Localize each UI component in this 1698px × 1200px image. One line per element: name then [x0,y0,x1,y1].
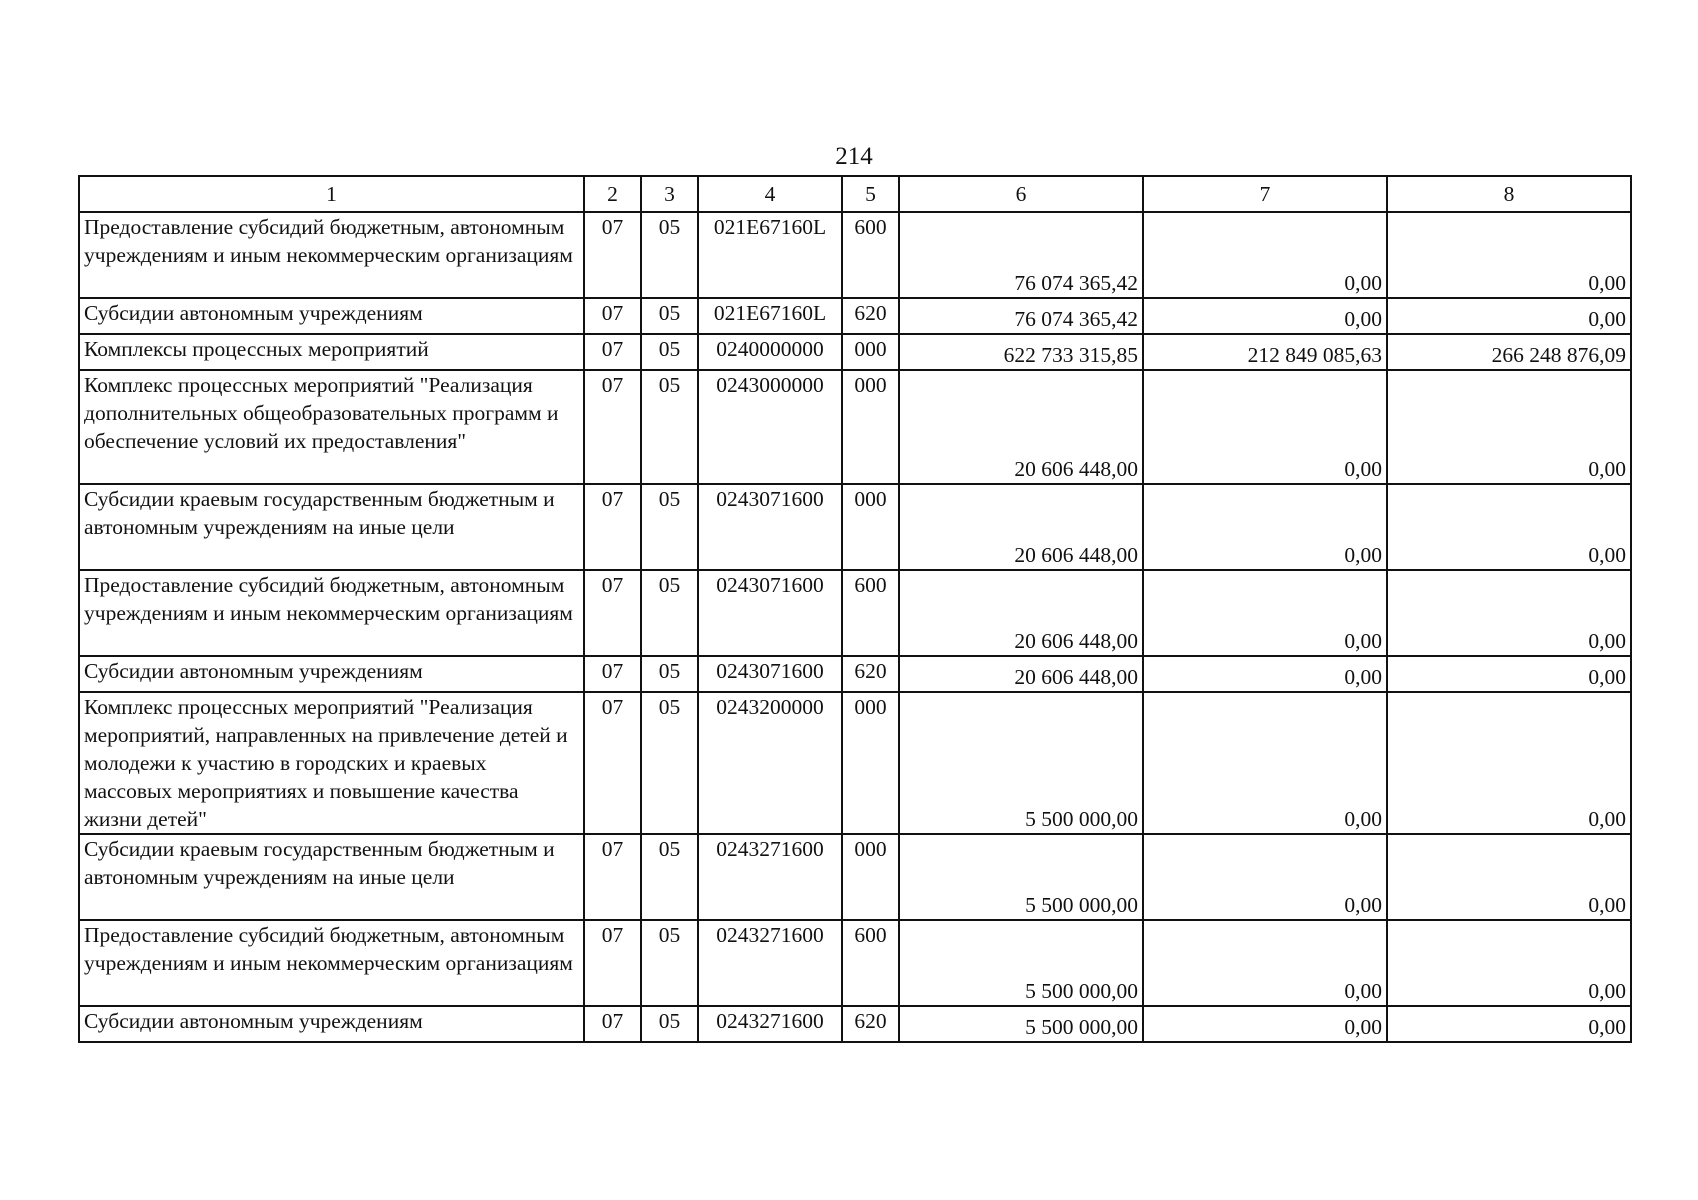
table-row [79,570,1631,656]
amount-col-6: 76 074 365,42 [899,298,1143,334]
expense-type-code: 620 [842,656,899,692]
section-code: 07 [584,298,641,334]
target-article-code: 0243071600 [698,484,842,570]
amount-col-8: 0,00 [1387,484,1631,570]
row-name: Предоставление субсидий бюджетным, автономным учреждениям и иным некоммерческим организациям [79,570,584,656]
amount-col-7: 0,00 [1143,484,1387,570]
amount-col-7: 0,00 [1143,834,1387,920]
row-name: Субсидии краевым государственным бюджетным и автономным учреждениям на иные цели [79,484,584,570]
amount-col-6: 5 500 000,00 [899,692,1143,834]
amount-col-7: 0,00 [1143,656,1387,692]
subsection-code: 05 [641,920,698,1006]
amount-col-8: 0,00 [1387,570,1631,656]
amount-col-6: 20 606 448,00 [899,370,1143,484]
table-row [79,298,1631,334]
amount-col-6: 20 606 448,00 [899,570,1143,656]
row-name: Комплекс процессных мероприятий "Реализация мероприятий, направленных на привлечение детей и молодежи к участию в городских и краевых массовых мероприятиях и повышение качества жизни детей" [79,692,584,834]
amount-col-7: 0,00 [1143,370,1387,484]
amount-col-6: 76 074 365,42 [899,212,1143,298]
amount-col-6: 20 606 448,00 [899,656,1143,692]
row-name: Субсидии автономным учреждениям [79,656,584,692]
target-article-code: 0243271600 [698,1006,842,1042]
amount-col-7: 0,00 [1143,692,1387,834]
amount-col-8: 0,00 [1387,692,1631,834]
amount-col-6: 5 500 000,00 [899,834,1143,920]
section-code: 07 [584,692,641,834]
column-header-5: 5 [842,176,899,212]
section-code: 07 [584,484,641,570]
column-header-7: 7 [1143,176,1387,212]
section-code: 07 [584,570,641,656]
expense-type-code: 000 [842,484,899,570]
amount-col-7: 0,00 [1143,212,1387,298]
target-article-code: 0243071600 [698,570,842,656]
section-code: 07 [584,370,641,484]
subsection-code: 05 [641,370,698,484]
amount-col-6: 20 606 448,00 [899,484,1143,570]
section-code: 07 [584,920,641,1006]
amount-col-8: 0,00 [1387,920,1631,1006]
expense-type-code: 000 [842,834,899,920]
expense-type-code: 600 [842,212,899,298]
expense-type-code: 620 [842,1006,899,1042]
section-code: 07 [584,656,641,692]
page-number: 214 [835,143,873,170]
subsection-code: 05 [641,692,698,834]
target-article-code: 021Е67160L [698,298,842,334]
target-article-code: 0243271600 [698,834,842,920]
amount-col-6: 5 500 000,00 [899,1006,1143,1042]
row-name: Субсидии краевым государственным бюджетным и автономным учреждениям на иные цели [79,834,584,920]
column-header-8: 8 [1387,176,1631,212]
subsection-code: 05 [641,212,698,298]
table-row [79,212,1631,298]
table-row [79,834,1631,920]
subsection-code: 05 [641,834,698,920]
row-name: Субсидии автономным учреждениям [79,298,584,334]
section-code: 07 [584,834,641,920]
expense-type-code: 600 [842,920,899,1006]
amount-col-8: 0,00 [1387,656,1631,692]
row-name: Субсидии автономным учреждениям [79,1006,584,1042]
table-row [79,370,1631,484]
section-code: 07 [584,334,641,370]
amount-col-8: 0,00 [1387,834,1631,920]
amount-col-7: 0,00 [1143,920,1387,1006]
target-article-code: 0240000000 [698,334,842,370]
column-header-4: 4 [698,176,842,212]
table-row [79,484,1631,570]
row-name: Предоставление субсидий бюджетным, автономным учреждениям и иным некоммерческим организациям [79,920,584,1006]
table-row [79,334,1631,370]
amount-col-7: 212 849 085,63 [1143,334,1387,370]
table-row [79,656,1631,692]
subsection-code: 05 [641,484,698,570]
amount-col-6: 5 500 000,00 [899,920,1143,1006]
column-header-1: 1 [79,176,584,212]
target-article-code: 0243071600 [698,656,842,692]
budget-table [78,175,1632,1043]
amount-col-7: 0,00 [1143,570,1387,656]
subsection-code: 05 [641,1006,698,1042]
amount-col-8: 0,00 [1387,298,1631,334]
target-article-code: 0243271600 [698,920,842,1006]
row-name: Предоставление субсидий бюджетным, автономным учреждениям и иным некоммерческим организациям [79,212,584,298]
amount-col-8: 266 248 876,09 [1387,334,1631,370]
column-header-3: 3 [641,176,698,212]
amount-col-7: 0,00 [1143,1006,1387,1042]
column-header-6: 6 [899,176,1143,212]
section-code: 07 [584,1006,641,1042]
row-name: Комплекс процессных мероприятий "Реализация дополнительных общеобразовательных программ и обеспечение условий их предоставления" [79,370,584,484]
table-row [79,920,1631,1006]
expense-type-code: 620 [842,298,899,334]
subsection-code: 05 [641,298,698,334]
target-article-code: 0243200000 [698,692,842,834]
expense-type-code: 600 [842,570,899,656]
table-row [79,692,1631,834]
target-article-code: 0243000000 [698,370,842,484]
amount-col-6: 622 733 315,85 [899,334,1143,370]
expense-type-code: 000 [842,334,899,370]
expense-type-code: 000 [842,692,899,834]
table-header-row [79,176,1631,212]
expense-type-code: 000 [842,370,899,484]
amount-col-8: 0,00 [1387,1006,1631,1042]
table-row [79,1006,1631,1042]
amount-col-8: 0,00 [1387,370,1631,484]
subsection-code: 05 [641,656,698,692]
amount-col-7: 0,00 [1143,298,1387,334]
column-header-2: 2 [584,176,641,212]
amount-col-8: 0,00 [1387,212,1631,298]
target-article-code: 021Е67160L [698,212,842,298]
section-code: 07 [584,212,641,298]
subsection-code: 05 [641,570,698,656]
row-name: Комплексы процессных мероприятий [79,334,584,370]
subsection-code: 05 [641,334,698,370]
